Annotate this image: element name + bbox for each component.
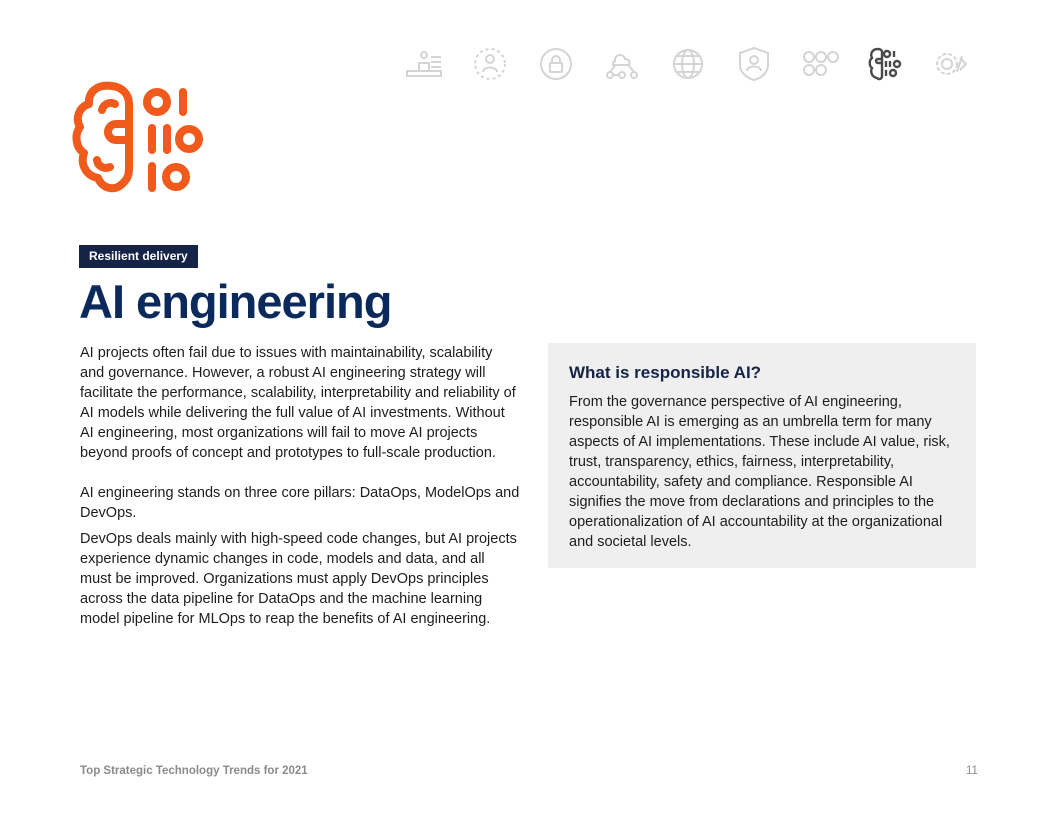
section-tag: Resilient delivery [79, 245, 198, 268]
body-text [80, 343, 520, 649]
footer-title: Top Strategic Technology Trends for 2021 [80, 765, 308, 777]
sidebar-heading: What is responsible AI? [569, 363, 762, 382]
body-paragraph-3: DevOps deals mainly with high-speed code changes, but AI projects experience dynamic changes in code, models and data, and all must be improved. Organizations must apply DevOps principles across the data pipeline for DataOps and the machine learning model pipeline for MLOps to reap the benefits of AI engineering. [80, 531, 517, 627]
sidebar-text: From the governance perspective of AI engineering, responsible AI is emerging as an umbrella term for many aspects of AI implementations. These include AI value, risk, trust, transparency, ethics, fairness, interpretability, accountability, safety and compliance. Responsible AI signifies the move from declarations and principles to the operationalization of AI accountability at the organizational and societal levels. [569, 394, 950, 550]
page-title: AI engineering [79, 275, 392, 328]
shield-person-icon[interactable] [732, 44, 776, 84]
brain-binary-hero-icon [72, 80, 206, 200]
body-paragraph-1: AI projects often fail due to issues with maintainability, scalability and governance. However, a robust AI engineering strategy will facilitate the performance, scalability, interpretability and reliability of AI models while delivering the full value of AI investments. Without AI engineering, most organizations will fail to move AI projects beyond proofs of concept and prototypes to full-scale production. [80, 345, 516, 461]
brain-binary-icon[interactable] [864, 44, 908, 84]
cloud-network-icon[interactable] [600, 44, 644, 84]
globe-icon[interactable] [666, 44, 710, 84]
lock-circle-icon[interactable] [534, 44, 578, 84]
person-circle-icon[interactable] [468, 44, 512, 84]
page-number: 11 [966, 765, 978, 777]
hexagon-cluster-icon[interactable] [798, 44, 842, 84]
body-paragraph-2: AI engineering stands on three core pillars: DataOps, ModelOps and DevOps. [80, 485, 520, 521]
people-ranking-icon[interactable] [402, 44, 446, 84]
gear-code-icon[interactable] [930, 44, 974, 84]
responsible-ai-sidebar [548, 343, 976, 568]
section-nav [402, 44, 996, 84]
